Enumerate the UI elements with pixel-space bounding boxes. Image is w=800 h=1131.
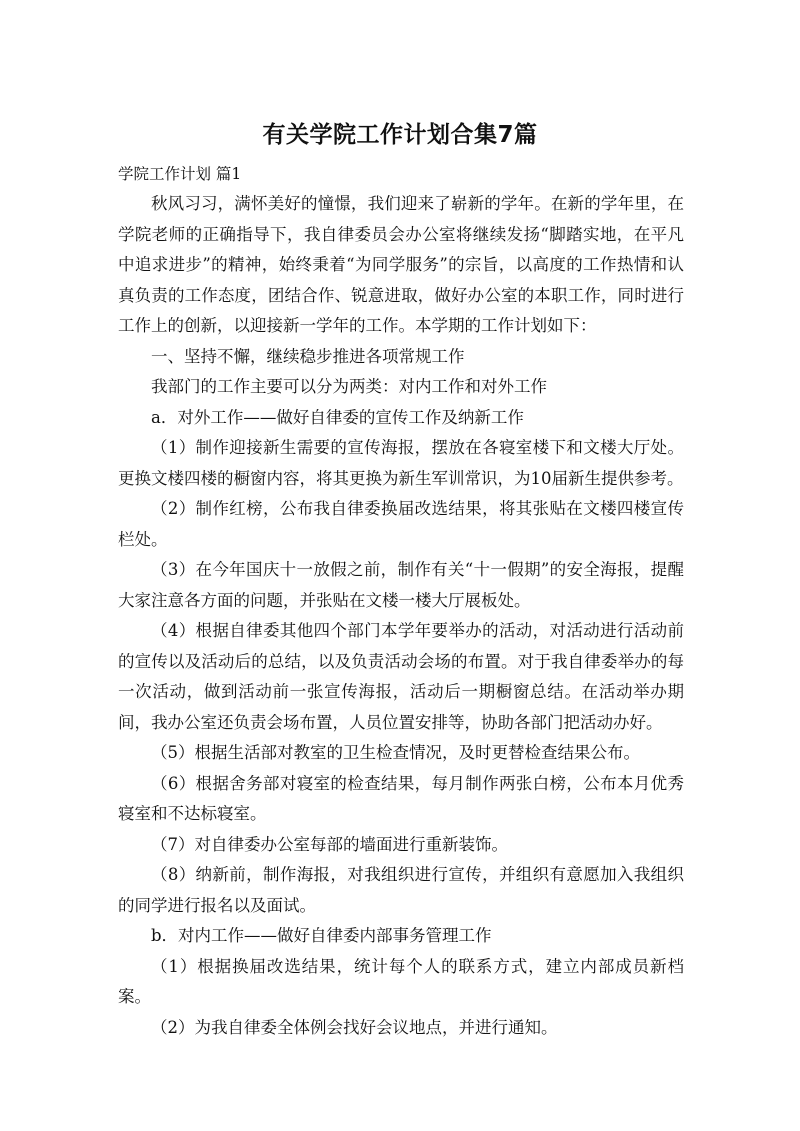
paragraph-item-b1: （1）根据换届改选结果，统计每个人的联系方式，建立内部成员新档案。 (118, 956, 684, 1006)
paragraph-item-a6: （6）根据舍务部对寝室的检查结果，每月制作两张白榜，公布本月优秀寝室和不达标寝室。 (118, 773, 684, 823)
paragraph-item-a3: （3）在今年国庆十一放假之前，制作有关“十一假期”的安全海报，提醒大家注意各方面的问题，并张贴在文楼一楼大厅展板处。 (118, 560, 684, 610)
paragraph-heading-b: b．对内工作——做好自律委内部事务管理工作 (151, 926, 492, 945)
document-body (118, 189, 684, 1043)
paragraph-heading-a: a．对外工作——做好自律委的宣传工作及纳新工作 (151, 407, 524, 427)
paragraph-intro: 秋风习习，满怀美好的憧憬，我们迎来了崭新的学年。在新的学年里，在学院老师的正确指导下，我自律委员会办公室将继续发扬“脚踏实地，在平凡中追求进步”的精神，始终秉着“为同学服务”的宗旨，以高度的工作热情和认真负责的工作态度，团结合作、锐意进取，做好办公室的本职工作，同时进行工作上的创新，以迎接新一学年的工作。本学期的工作计划如下： (118, 194, 684, 335)
paragraph-item-a1: （1）制作迎接新生需要的宣传海报，摆放在各寝室楼下和文楼大厅处。更换文楼四楼的橱窗内容，将其更换为新生军训常识，为10届新生提供参考。 (118, 438, 684, 488)
paragraph-item-a7: （7）对自律委办公室每部的墙面进行重新装饰。 (151, 834, 508, 854)
paragraph-item-a8: （8）纳新前，制作海报，对我组织进行宣传，并组织有意愿加入我组织的同学进行报名以及面试。 (118, 865, 684, 915)
paragraph-item-a4: （4）根据自律委其他四个部门本学年要举办的活动，对活动进行活动前的宣传以及活动后的总结，以及负责活动会场的布置。对于我自律委举办的每一次活动，做到活动前一张宣传海报，活动后一期橱窗总结。在活动举办期间，我办公室还负责会场布置，人员位置安排等，协助各部门把活动办好。 (118, 621, 684, 732)
section-heading: 学院工作计划 篇1 (118, 165, 242, 183)
document-title: 有关学院工作计划合集7篇 (262, 122, 538, 148)
paragraph-item-b2: （2）为我自律委全体例会找好会议地点，并进行通知。 (151, 1017, 558, 1037)
paragraph-item-a2: （2）制作红榜，公布我自律委换届改选结果，将其张贴在文楼四楼宣传栏处。 (118, 499, 684, 549)
paragraph-item-a5: （5）根据生活部对教室的卫生检查情况，及时更替检查结果公布。 (151, 743, 640, 762)
paragraph-heading-1: 一、坚持不懈，继续稳步推进各项常规工作 (151, 346, 465, 366)
paragraph-overview: 我部门的工作主要可以分为两类：对内工作和对外工作 (151, 377, 547, 396)
